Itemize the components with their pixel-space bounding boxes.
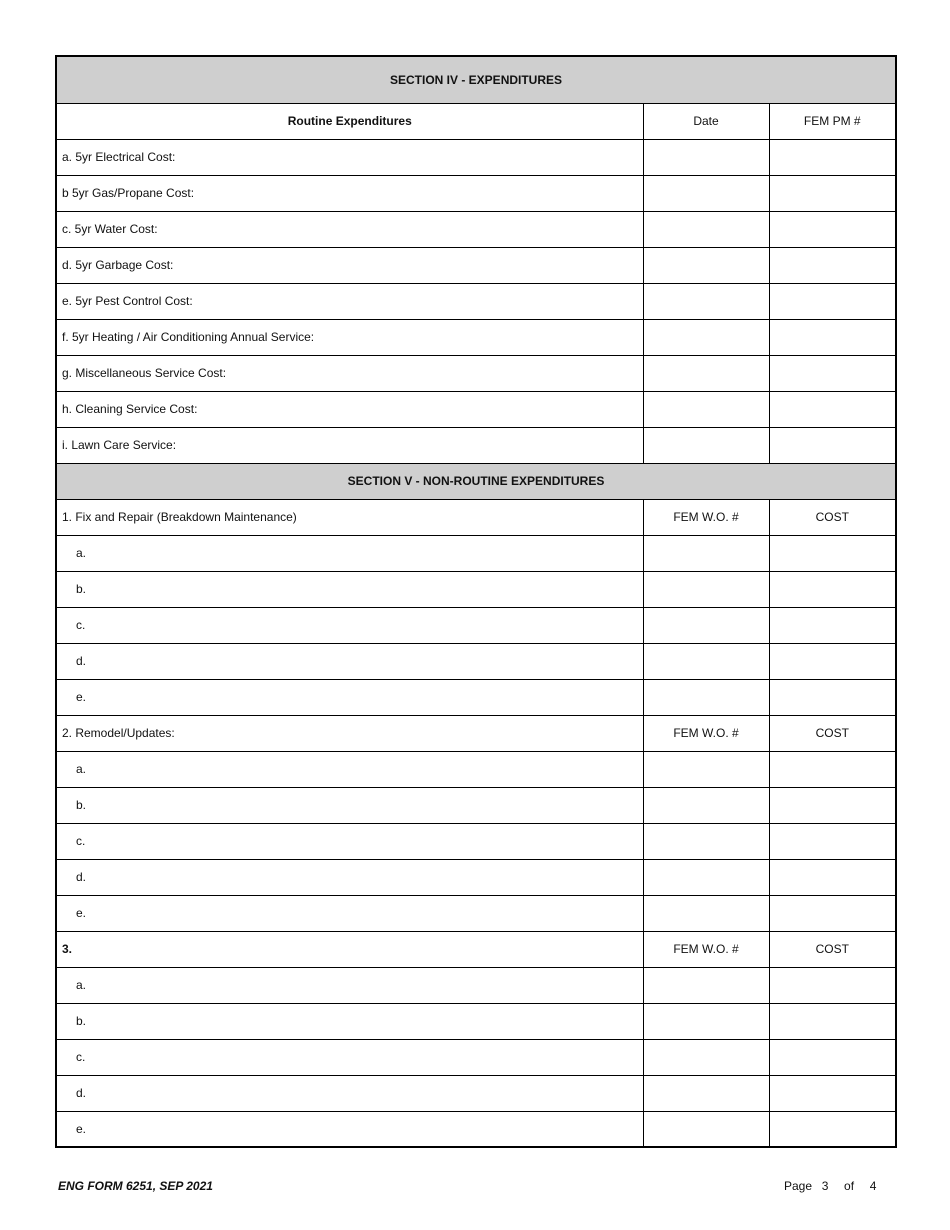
fem-wo-cell [643,1111,769,1147]
cost-field[interactable] [770,536,896,571]
cost-field[interactable] [770,680,896,715]
non-routine-item-row [56,1111,896,1147]
fem-pm-field[interactable] [770,428,896,463]
cost-cell [769,571,896,607]
routine-expenditure-label: b 5yr Gas/Propane Cost: [56,175,643,211]
fem-wo-column-header: FEM W.O. # [643,715,769,751]
fem-wo-cell [643,967,769,1003]
cost-field[interactable] [770,824,896,859]
fem-wo-cell [643,1039,769,1075]
non-routine-item-row [56,535,896,571]
expenditures-form-table [55,55,897,1148]
non-routine-group-title: 3. [56,931,643,967]
date-cell [643,247,769,283]
cost-cell [769,787,896,823]
routine-expenditure-label: i. Lawn Care Service: [56,427,643,463]
date-cell [643,355,769,391]
routine-expenditure-label: c. 5yr Water Cost: [56,211,643,247]
non-routine-item-row [56,1039,896,1075]
routine-expenditure-label: h. Cleaning Service Cost: [56,391,643,427]
non-routine-group-title: 1. Fix and Repair (Breakdown Maintenance) [56,499,643,535]
non-routine-group-header-row [56,715,896,751]
fem-pm-field[interactable] [770,356,896,391]
section-v-header-row [56,463,896,499]
section-v-title: SECTION V - NON-ROUTINE EXPENDITURES [56,463,896,499]
non-routine-item-label: a. [56,535,643,571]
cost-cell [769,751,896,787]
cost-field[interactable] [770,608,896,643]
fem-wo-column-header: FEM W.O. # [643,499,769,535]
date-cell [643,319,769,355]
fem-wo-field[interactable] [644,572,769,607]
fem-wo-cell [643,1075,769,1111]
fem-pm-field[interactable] [770,320,896,355]
non-routine-item-label: d. [56,643,643,679]
cost-cell [769,967,896,1003]
non-routine-item-label: e. [56,679,643,715]
routine-expenditure-row [56,211,896,247]
routine-expenditure-row [56,391,896,427]
cost-cell [769,895,896,931]
non-routine-item-label: d. [56,1075,643,1111]
routine-expenditure-label: e. 5yr Pest Control Cost: [56,283,643,319]
date-cell [643,283,769,319]
cost-cell [769,823,896,859]
non-routine-item-row [56,643,896,679]
non-routine-item-label: d. [56,859,643,895]
fem-pm-field[interactable] [770,140,896,175]
fem-wo-cell [643,895,769,931]
fem-wo-field[interactable] [644,860,769,895]
date-cell [643,139,769,175]
non-routine-item-row [56,787,896,823]
non-routine-item-label: e. [56,1111,643,1147]
fem-pm-cell [769,247,896,283]
fem-pm-field[interactable] [770,284,896,319]
fem-wo-field[interactable] [644,788,769,823]
section-iv-header-row [56,56,896,103]
non-routine-item-label: a. [56,967,643,1003]
non-routine-item-row [56,1003,896,1039]
date-field[interactable] [644,140,769,175]
date-field[interactable] [644,392,769,427]
routine-expenditure-label: f. 5yr Heating / Air Conditioning Annual Service: [56,319,643,355]
routine-column-header-row [56,103,896,139]
non-routine-item-row [56,859,896,895]
fem-wo-cell [643,1003,769,1039]
non-routine-group-header-row [56,499,896,535]
cost-field[interactable] [770,860,896,895]
non-routine-item-row [56,607,896,643]
fem-wo-field[interactable] [644,752,769,787]
cost-field[interactable] [770,644,896,679]
fem-wo-cell [643,859,769,895]
cost-field[interactable] [770,572,896,607]
routine-expenditure-label: g. Miscellaneous Service Cost: [56,355,643,391]
page-total: 4 [869,1179,877,1193]
routine-expenditures-header: Routine Expenditures [56,103,643,139]
fem-wo-cell [643,679,769,715]
page-label: Page [784,1179,813,1193]
routine-expenditure-row [56,319,896,355]
fem-wo-cell [643,571,769,607]
page-indicator [784,1179,886,1193]
fem-wo-cell [643,823,769,859]
cost-column-header: COST [769,931,896,967]
non-routine-item-label: b. [56,1003,643,1039]
fem-pm-field[interactable] [770,176,896,211]
fem-wo-field[interactable] [644,608,769,643]
cost-cell [769,1003,896,1039]
fem-wo-field[interactable] [644,896,769,931]
date-field[interactable] [644,284,769,319]
fem-wo-field[interactable] [644,1112,769,1147]
non-routine-item-row [56,679,896,715]
routine-expenditure-row [56,355,896,391]
fem-pm-cell [769,319,896,355]
fem-wo-cell [643,751,769,787]
cost-cell [769,1111,896,1147]
date-cell [643,427,769,463]
non-routine-item-label: e. [56,895,643,931]
page-of-label: of [844,1179,855,1193]
fem-wo-field[interactable] [644,1076,769,1111]
date-field[interactable] [644,320,769,355]
non-routine-item-label: a. [56,751,643,787]
non-routine-item-label: c. [56,1039,643,1075]
cost-column-header: COST [769,715,896,751]
cost-field[interactable] [770,1112,896,1147]
date-field[interactable] [644,248,769,283]
routine-expenditure-row [56,175,896,211]
fem-pm-cell [769,175,896,211]
non-routine-item-row [56,1075,896,1111]
non-routine-item-row [56,967,896,1003]
fem-pm-field[interactable] [770,248,896,283]
routine-expenditure-row [56,427,896,463]
form-identifier: ENG FORM 6251, SEP 2021 [58,1179,213,1193]
fem-wo-field[interactable] [644,968,769,1003]
fem-wo-field[interactable] [644,536,769,571]
routine-expenditure-row [56,247,896,283]
date-field[interactable] [644,428,769,463]
non-routine-group-header-row [56,931,896,967]
cost-cell [769,1075,896,1111]
non-routine-item-label: b. [56,571,643,607]
non-routine-item-label: b. [56,787,643,823]
cost-field[interactable] [770,1004,896,1039]
cost-field[interactable] [770,788,896,823]
fem-wo-column-header: FEM W.O. # [643,931,769,967]
fem-pm-cell [769,427,896,463]
cost-field[interactable] [770,1040,896,1075]
fem-wo-cell [643,643,769,679]
cost-field[interactable] [770,752,896,787]
fem-pm-column-header: FEM PM # [769,103,896,139]
cost-cell [769,679,896,715]
date-column-header: Date [643,103,769,139]
routine-expenditure-row [56,139,896,175]
non-routine-group-title: 2. Remodel/Updates: [56,715,643,751]
non-routine-item-row [56,823,896,859]
fem-wo-field[interactable] [644,1040,769,1075]
routine-expenditure-label: a. 5yr Electrical Cost: [56,139,643,175]
fem-wo-cell [643,787,769,823]
date-cell [643,175,769,211]
cost-field[interactable] [770,1076,896,1111]
fem-pm-cell [769,283,896,319]
cost-field[interactable] [770,968,896,1003]
date-cell [643,391,769,427]
fem-pm-cell [769,211,896,247]
non-routine-item-label: c. [56,823,643,859]
fem-pm-field[interactable] [770,392,896,427]
fem-pm-cell [769,139,896,175]
cost-cell [769,607,896,643]
non-routine-item-label: c. [56,607,643,643]
routine-expenditure-row [56,283,896,319]
fem-wo-field[interactable] [644,1004,769,1039]
fem-wo-field[interactable] [644,680,769,715]
cost-cell [769,1039,896,1075]
cost-field[interactable] [770,896,896,931]
cost-cell [769,859,896,895]
cost-cell [769,643,896,679]
fem-pm-field[interactable] [770,212,896,247]
section-iv-title: SECTION IV - EXPENDITURES [56,56,896,103]
fem-wo-cell [643,535,769,571]
cost-cell [769,535,896,571]
routine-expenditure-label: d. 5yr Garbage Cost: [56,247,643,283]
non-routine-item-row [56,895,896,931]
cost-column-header: COST [769,499,896,535]
non-routine-item-row [56,751,896,787]
non-routine-item-row [56,571,896,607]
fem-wo-field[interactable] [644,644,769,679]
page-number: 3 [821,1179,829,1193]
fem-pm-cell [769,391,896,427]
date-field[interactable] [644,356,769,391]
fem-pm-cell [769,355,896,391]
date-field[interactable] [644,212,769,247]
fem-wo-field[interactable] [644,824,769,859]
date-field[interactable] [644,176,769,211]
date-cell [643,211,769,247]
fem-wo-cell [643,607,769,643]
